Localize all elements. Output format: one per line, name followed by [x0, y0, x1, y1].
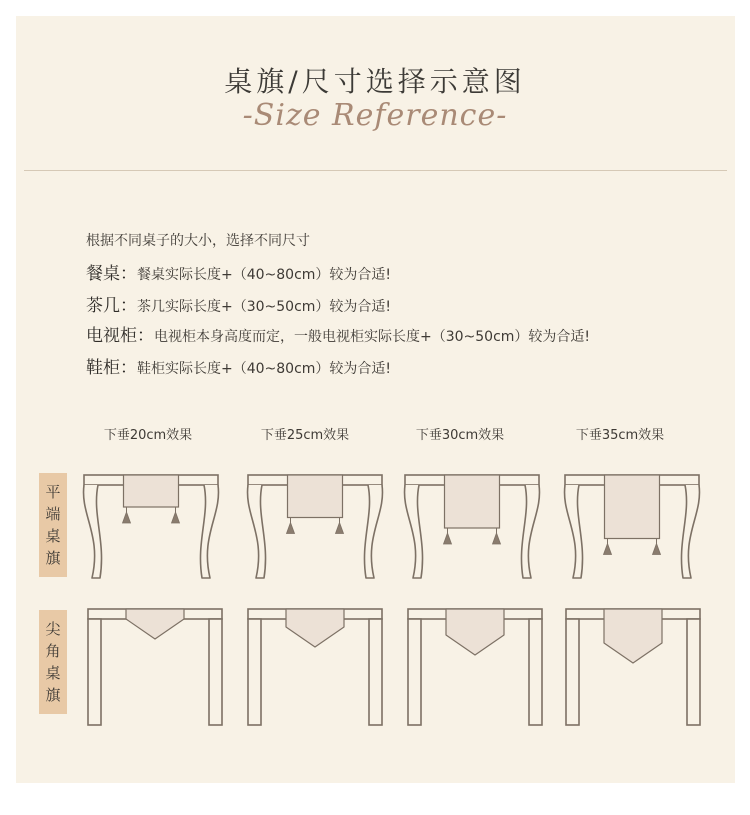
- table-leg: [529, 619, 542, 725]
- row-label-char: 桌: [45, 664, 61, 682]
- caption-drop-30: 下垂30cm效果: [415, 428, 505, 443]
- row-label-char: 尖: [45, 620, 61, 638]
- flat-runner: [605, 475, 660, 539]
- row-label-char: 旗: [45, 686, 61, 704]
- row-label-char: 角: [45, 642, 61, 660]
- caption-drop-25: 下垂25cm效果: [260, 428, 350, 443]
- table-leg: [687, 619, 700, 725]
- tassel: [336, 523, 344, 534]
- flat-runner: [445, 475, 500, 528]
- row-label-char: 桌: [45, 527, 61, 545]
- spec-text: 电视柜本身高度而定，一般电视柜实际长度+（30~50cm）较为合适!: [154, 329, 591, 345]
- caption-drop-35: 下垂35cm效果: [575, 428, 665, 443]
- table-leg: [248, 619, 261, 725]
- pointed-runner: [604, 609, 662, 663]
- flat-runner: [124, 475, 179, 507]
- spec-key: 电视柜：: [86, 326, 154, 346]
- spec-text: 餐桌实际长度+（40~80cm）较为合适!: [137, 267, 392, 283]
- table-leg: [369, 619, 382, 725]
- table-leg: [408, 619, 421, 725]
- pointed-runner: [126, 609, 184, 639]
- table-leg: [364, 485, 382, 578]
- table-leg: [566, 619, 579, 725]
- table-leg: [84, 485, 102, 578]
- flat-runner: [288, 475, 343, 518]
- table-leg: [209, 619, 222, 725]
- table-leg: [681, 485, 699, 578]
- row-label-char: 平: [45, 483, 61, 501]
- pointed-runner: [446, 609, 504, 655]
- intro-text: 根据不同桌子的大小，选择不同尺寸: [86, 233, 310, 249]
- tassel: [604, 544, 612, 555]
- tassel: [287, 523, 295, 534]
- row-label-char: 旗: [45, 549, 61, 567]
- caption-drop-20: 下垂20cm效果: [103, 428, 193, 443]
- tassel: [123, 512, 131, 523]
- tassel: [493, 533, 501, 544]
- table-leg: [405, 485, 423, 578]
- pointed-runner: [286, 609, 344, 647]
- table-leg: [248, 485, 266, 578]
- tassel: [172, 512, 180, 523]
- page-subtitle: -Size Reference-: [242, 98, 508, 133]
- spec-key: 鞋柜：: [86, 358, 137, 378]
- spec-key: 餐桌：: [86, 264, 137, 284]
- tassel: [653, 544, 661, 555]
- page-title: 桌旗/尺寸选择示意图: [224, 65, 526, 98]
- row-label-char: 端: [45, 505, 61, 523]
- table-leg: [521, 485, 539, 578]
- tassel: [444, 533, 452, 544]
- table-leg: [565, 485, 583, 578]
- table-leg: [88, 619, 101, 725]
- spec-text: 茶几实际长度+（30~50cm）较为合适!: [137, 299, 392, 315]
- spec-key: 茶几：: [86, 296, 137, 316]
- table-leg: [200, 485, 218, 578]
- spec-text: 鞋柜实际长度+（40~80cm）较为合适!: [137, 361, 392, 377]
